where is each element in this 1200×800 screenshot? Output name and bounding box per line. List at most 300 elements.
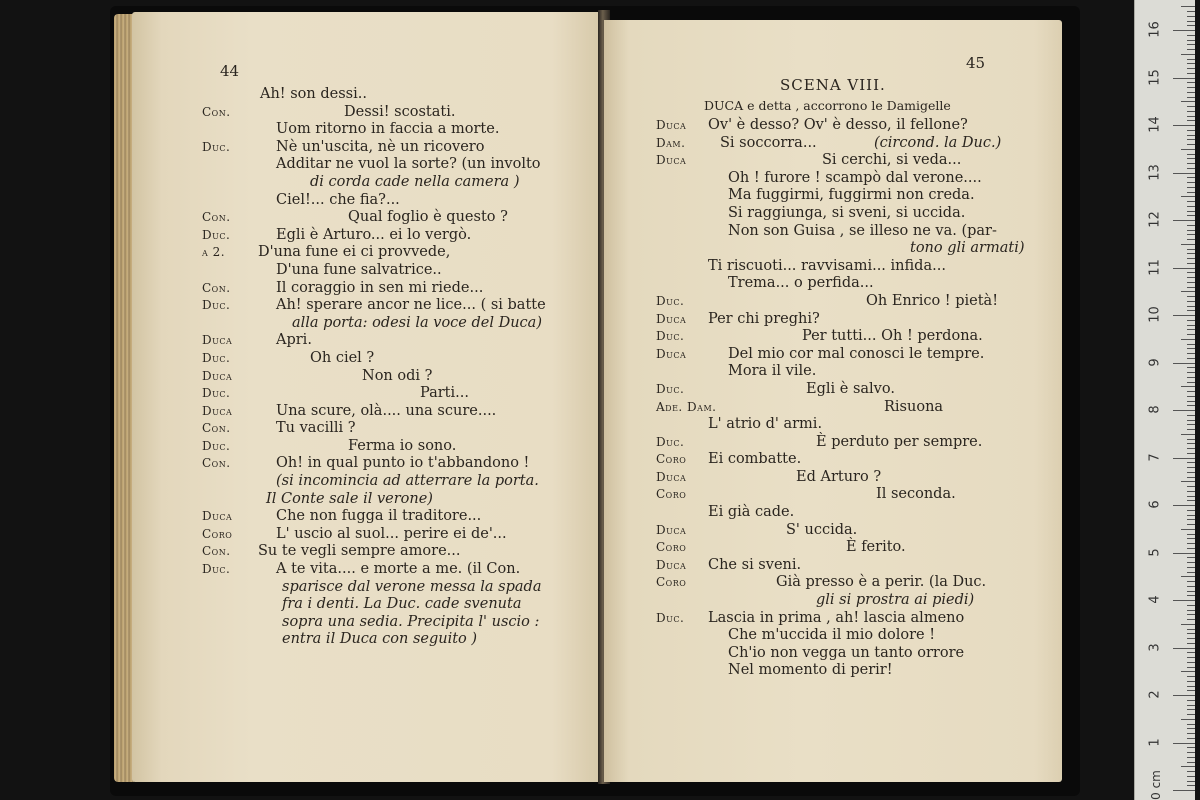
ruler-tick bbox=[1173, 790, 1195, 791]
speaker-label: Duca bbox=[656, 346, 687, 361]
ruler-tick bbox=[1187, 429, 1195, 430]
ruler-tick bbox=[1181, 149, 1195, 150]
ruler-unit-label: 0 cm bbox=[1148, 770, 1163, 800]
ruler-tick bbox=[1187, 500, 1195, 501]
stage-direction: di corda cade nella camera ) bbox=[310, 173, 520, 190]
speaker-label: Duc. bbox=[656, 329, 685, 344]
ruler-tick bbox=[1187, 543, 1195, 544]
script-line bbox=[202, 315, 602, 333]
script-line bbox=[202, 491, 602, 509]
speaker-label: Dam. bbox=[656, 135, 686, 150]
dialogue-line: Ah! sperare ancor ne lice... ( si batte bbox=[276, 297, 546, 314]
ruler-tick bbox=[1187, 614, 1195, 615]
script-line bbox=[656, 363, 1056, 381]
dialogue-line: Lascia in prima , ah! lascia almeno bbox=[708, 609, 965, 626]
ruler-tick bbox=[1187, 59, 1195, 60]
script-line bbox=[656, 645, 1056, 663]
ruler-tick bbox=[1187, 177, 1195, 178]
ruler-tick bbox=[1187, 771, 1195, 772]
ruler-tick bbox=[1187, 187, 1195, 188]
script-line bbox=[656, 486, 1056, 504]
ruler-tick bbox=[1187, 306, 1195, 307]
speaker-label: Con. bbox=[202, 456, 231, 471]
speaker-label: Duca bbox=[202, 368, 233, 383]
dialogue-line: Uom ritorno in faccia a morte. bbox=[276, 121, 500, 138]
ruler-tick bbox=[1187, 757, 1195, 758]
speaker-label: Duc. bbox=[202, 386, 231, 401]
ruler-tick bbox=[1187, 638, 1195, 639]
script-line bbox=[202, 104, 602, 122]
ruler-tick bbox=[1187, 496, 1195, 497]
script-line bbox=[656, 469, 1056, 487]
ruler-tick bbox=[1187, 301, 1195, 302]
ruler-tick bbox=[1187, 610, 1195, 611]
ruler-tick bbox=[1173, 268, 1195, 269]
dialogue-line: Additar ne vuol la sorte? (un involto bbox=[276, 156, 541, 173]
ruler-tick bbox=[1173, 363, 1195, 364]
script-line bbox=[656, 311, 1056, 329]
ruler-number: 7 bbox=[1147, 452, 1163, 462]
ruler-tick bbox=[1187, 667, 1195, 668]
ruler-tick bbox=[1173, 648, 1195, 649]
stage-direction: entra il Duca con seguito ) bbox=[282, 631, 478, 648]
speaker-label: Duc. bbox=[656, 610, 685, 625]
dialogue-line: È ferito. bbox=[846, 539, 906, 556]
dialogue-line: Nel momento di perir! bbox=[728, 662, 893, 679]
ruler-tick bbox=[1187, 785, 1195, 786]
ruler-tick bbox=[1187, 329, 1195, 330]
script-line bbox=[656, 293, 1056, 311]
dialogue-line: Oh ciel ? bbox=[310, 349, 375, 366]
dialogue-line: L' uscio al suol... perire ei de'... bbox=[276, 525, 507, 542]
ruler-tick bbox=[1187, 230, 1195, 231]
ruler-tick bbox=[1187, 116, 1195, 117]
dialogue-line: Non son Guisa , se illeso ne va. (par- bbox=[728, 222, 997, 239]
dialogue-line: Mora il vile. bbox=[728, 363, 817, 380]
ruler-tick bbox=[1187, 534, 1195, 535]
script-line bbox=[202, 262, 602, 280]
script-line bbox=[202, 596, 602, 614]
ruler-tick bbox=[1181, 54, 1195, 55]
ruler-tick bbox=[1187, 21, 1195, 22]
ruler-tick bbox=[1187, 415, 1195, 416]
speaker-label: Duca bbox=[656, 522, 687, 537]
dialogue-line: Apri. bbox=[276, 332, 312, 349]
ruler-tick bbox=[1187, 572, 1195, 573]
script-line bbox=[202, 368, 602, 386]
dialogue-line: Già presso è a perir. (la Duc. bbox=[776, 574, 987, 591]
script-line bbox=[202, 121, 602, 139]
stage-direction: fra i denti. La Duc. cade svenuta bbox=[282, 596, 522, 613]
dialogue-line: Oh! in qual punto io t'abbandono ! bbox=[276, 455, 530, 472]
dialogue-line: Ed Arturo ? bbox=[796, 468, 882, 485]
script-line bbox=[656, 135, 1056, 153]
script-line bbox=[656, 258, 1056, 276]
ruler-number: 2 bbox=[1147, 690, 1163, 699]
ruler-tick bbox=[1187, 510, 1195, 511]
script-line bbox=[202, 403, 602, 421]
ruler-tick bbox=[1173, 315, 1195, 316]
ruler-tick bbox=[1181, 766, 1195, 767]
script-line bbox=[202, 297, 602, 315]
scene-title: SCENA VIII. bbox=[780, 76, 886, 94]
ruler-tick bbox=[1173, 600, 1195, 601]
ruler-tick bbox=[1187, 249, 1195, 250]
script-line bbox=[656, 662, 1056, 680]
ruler-tick bbox=[1181, 291, 1195, 292]
page-edges bbox=[114, 14, 134, 782]
ruler-tick bbox=[1187, 686, 1195, 687]
dialogue-line: Si cerchi, si veda... bbox=[822, 152, 962, 169]
ruler-tick bbox=[1187, 538, 1195, 539]
ruler-tick bbox=[1181, 6, 1195, 7]
script-line bbox=[202, 350, 602, 368]
ruler-tick bbox=[1187, 705, 1195, 706]
ruler-tick bbox=[1187, 781, 1195, 782]
script-line bbox=[656, 610, 1056, 628]
speaker-label: Coro bbox=[656, 452, 687, 467]
script-line bbox=[656, 240, 1056, 258]
ruler-tick bbox=[1187, 182, 1195, 183]
script-line bbox=[202, 174, 602, 192]
ruler-number: 11 bbox=[1147, 258, 1163, 276]
ruler-tick bbox=[1187, 73, 1195, 74]
dialogue-line: Ei già cade. bbox=[708, 504, 795, 521]
speaker-label: Duca bbox=[656, 557, 687, 572]
ruler-tick bbox=[1187, 44, 1195, 45]
dialogue-line: Ei combatte. bbox=[708, 451, 802, 468]
stage-direction: (circond. la Duc.) bbox=[874, 134, 1002, 151]
script-line bbox=[656, 187, 1056, 205]
script-line bbox=[656, 275, 1056, 293]
ruler-tick bbox=[1187, 239, 1195, 240]
ruler-tick bbox=[1187, 567, 1195, 568]
dialogue-line: Del mio cor mal conosci le tempre. bbox=[728, 345, 985, 362]
dialogue-line: Ferma io sono. bbox=[348, 437, 457, 454]
stage-direction: alla porta: odesi la voce del Duca) bbox=[292, 314, 542, 331]
ruler-tick bbox=[1187, 25, 1195, 26]
ruler-tick bbox=[1187, 633, 1195, 634]
ruler-tick bbox=[1187, 82, 1195, 83]
ruler-number: 14 bbox=[1147, 116, 1163, 133]
speaker-label: Duc. bbox=[202, 562, 231, 577]
ruler-tick bbox=[1187, 16, 1195, 17]
script-line bbox=[656, 328, 1056, 346]
ruler-tick bbox=[1187, 215, 1195, 216]
ruler-tick bbox=[1187, 581, 1195, 582]
speaker-label: a 2. bbox=[202, 245, 226, 260]
ruler-tick bbox=[1187, 206, 1195, 207]
ruler-tick bbox=[1187, 752, 1195, 753]
ruler-tick bbox=[1181, 529, 1195, 530]
ruler-tick bbox=[1187, 467, 1195, 468]
ruler-number: 15 bbox=[1147, 68, 1163, 86]
script-line bbox=[202, 385, 602, 403]
script-line bbox=[202, 631, 602, 649]
ruler-tick bbox=[1187, 762, 1195, 763]
dialogue-line: D'una fune ei ci provvede, bbox=[258, 244, 451, 261]
script-line bbox=[202, 192, 602, 210]
dialogue-line: Oh ! furore ! scampò dal verone.... bbox=[728, 169, 982, 186]
speaker-label: Duca bbox=[656, 153, 687, 168]
ruler-tick bbox=[1181, 624, 1195, 625]
speaker-label: Con. bbox=[202, 280, 231, 295]
ruler-tick bbox=[1187, 557, 1195, 558]
ruler-tick bbox=[1187, 296, 1195, 297]
ruler-number: 3 bbox=[1147, 642, 1163, 652]
speaker-label: Coro bbox=[202, 526, 233, 541]
ruler-tick bbox=[1181, 481, 1195, 482]
ruler-tick bbox=[1187, 49, 1195, 50]
speaker-label: Ade. Dam. bbox=[656, 399, 717, 414]
script-line bbox=[656, 522, 1056, 540]
ruler-tick bbox=[1187, 443, 1195, 444]
ruler-tick bbox=[1187, 144, 1195, 145]
script-line bbox=[202, 508, 602, 526]
speaker-label: Con. bbox=[202, 210, 231, 225]
dialogue-line: Il coraggio in sen mi riede... bbox=[276, 279, 484, 296]
ruler-tick bbox=[1187, 135, 1195, 136]
ruler-tick bbox=[1173, 125, 1195, 126]
speaker-label: Duc. bbox=[202, 298, 231, 313]
dialogue-line: A te vita.... e morte a me. (il Con. bbox=[276, 561, 521, 578]
script-line bbox=[656, 592, 1056, 610]
dialogue-line: Parti... bbox=[420, 385, 469, 402]
ruler-tick bbox=[1187, 709, 1195, 710]
ruler-tick bbox=[1187, 605, 1195, 606]
ruler-tick bbox=[1187, 348, 1195, 349]
ruler-tick bbox=[1173, 78, 1195, 79]
dialogue-line: Ch'io non vegga un tanto orrore bbox=[728, 644, 965, 661]
speaker-label: Duca bbox=[202, 333, 233, 348]
ruler-number: 12 bbox=[1147, 211, 1163, 228]
script-line bbox=[656, 504, 1056, 522]
stage-direction: sparisce dal verone messa la spada bbox=[282, 578, 542, 595]
speaker-label: Duc. bbox=[202, 350, 231, 365]
script-line bbox=[656, 399, 1056, 417]
dialogue-line: Il seconda. bbox=[876, 486, 956, 503]
ruler-tick bbox=[1187, 68, 1195, 69]
ruler-tick bbox=[1181, 196, 1195, 197]
ruler-tick bbox=[1173, 458, 1195, 459]
ruler-tick bbox=[1187, 401, 1195, 402]
script-line bbox=[202, 156, 602, 174]
dialogue-line: Ti riscuoti... ravvisami... infida... bbox=[708, 257, 946, 274]
ruler-number: 1 bbox=[1147, 737, 1163, 747]
ruler-tick bbox=[1173, 410, 1195, 411]
ruler-tick bbox=[1187, 92, 1195, 93]
ruler-tick bbox=[1173, 743, 1195, 744]
dialogue-line: È perduto per sempre. bbox=[816, 433, 983, 450]
dialogue-line: Si soccorra... bbox=[720, 134, 817, 151]
dialogue-line: Egli è Arturo... ei lo vergò. bbox=[276, 226, 472, 243]
ruler-tick bbox=[1187, 439, 1195, 440]
ruler-number: 4 bbox=[1147, 595, 1163, 604]
speaker-label: Duca bbox=[202, 403, 233, 418]
script-line bbox=[202, 438, 602, 456]
ruler-tick bbox=[1187, 424, 1195, 425]
speaker-label: Duca bbox=[656, 469, 687, 484]
ruler-number: 8 bbox=[1147, 405, 1163, 414]
script-line bbox=[656, 152, 1056, 170]
script-line bbox=[656, 170, 1056, 188]
script-line bbox=[202, 227, 602, 245]
dialogue-line: L' atrio d' armi. bbox=[708, 416, 823, 433]
script-line bbox=[656, 539, 1056, 557]
script-line bbox=[202, 139, 602, 157]
page-number-right: 45 bbox=[966, 54, 986, 72]
measuring-ruler bbox=[1134, 0, 1195, 800]
script-line bbox=[202, 420, 602, 438]
ruler-tick bbox=[1187, 158, 1195, 159]
ruler-tick bbox=[1187, 524, 1195, 525]
speaker-label: Duc. bbox=[656, 293, 685, 308]
scene-subtitle: DUCA e detta , accorrono le Damigelle bbox=[704, 98, 951, 113]
script-line bbox=[202, 579, 602, 597]
script-line bbox=[656, 205, 1056, 223]
ruler-tick bbox=[1187, 139, 1195, 140]
script-line bbox=[202, 473, 602, 491]
speaker-label: Con. bbox=[202, 104, 231, 119]
ruler-tick bbox=[1187, 738, 1195, 739]
ruler-tick bbox=[1187, 486, 1195, 487]
ruler-tick bbox=[1187, 211, 1195, 212]
ruler-tick bbox=[1187, 334, 1195, 335]
script-line bbox=[202, 332, 602, 350]
ruler-tick bbox=[1187, 367, 1195, 368]
ruler-tick bbox=[1187, 681, 1195, 682]
script-line bbox=[656, 627, 1056, 645]
script-line bbox=[656, 574, 1056, 592]
script-line bbox=[202, 209, 602, 227]
ruler-tick bbox=[1187, 652, 1195, 653]
dialogue-line: Una scure, olà.... una scure.... bbox=[276, 402, 497, 419]
ruler-tick bbox=[1187, 690, 1195, 691]
ruler-tick bbox=[1187, 201, 1195, 202]
page-number-left: 44 bbox=[220, 62, 240, 80]
ruler-tick bbox=[1187, 353, 1195, 354]
ruler-number: 6 bbox=[1147, 500, 1163, 509]
ruler-tick bbox=[1187, 120, 1195, 121]
ruler-tick bbox=[1187, 63, 1195, 64]
ruler-tick bbox=[1187, 282, 1195, 283]
ruler-tick bbox=[1187, 225, 1195, 226]
dialogue-line: Ciel!... che fia?... bbox=[276, 191, 400, 208]
ruler-tick bbox=[1187, 163, 1195, 164]
stage-direction: sopra una sedia. Precipita l' uscio : bbox=[282, 613, 540, 630]
ruler-tick bbox=[1187, 344, 1195, 345]
speaker-label: Con. bbox=[202, 421, 231, 436]
speaker-label: Duca bbox=[656, 311, 687, 326]
dialogue-line: Oh Enrico ! pietà! bbox=[866, 292, 999, 309]
left-page bbox=[132, 12, 602, 782]
ruler-tick bbox=[1187, 154, 1195, 155]
dialogue-line: Non odi ? bbox=[362, 367, 433, 384]
dialogue-line: Per chi preghi? bbox=[708, 310, 820, 327]
ruler-tick bbox=[1187, 168, 1195, 169]
script-line bbox=[656, 223, 1056, 241]
ruler-tick bbox=[1181, 101, 1195, 102]
dialogue-line: Ah! son dessi.. bbox=[260, 86, 367, 102]
ruler-tick bbox=[1187, 382, 1195, 383]
speaker-label: Duc. bbox=[656, 381, 685, 396]
ruler-tick bbox=[1187, 700, 1195, 701]
ruler-tick bbox=[1187, 320, 1195, 321]
dialogue-line: Ov' è desso? Ov' è desso, il fellone? bbox=[708, 117, 968, 133]
dialogue-line: S' uccida. bbox=[786, 521, 858, 538]
ruler-tick bbox=[1187, 40, 1195, 41]
ruler-tick bbox=[1187, 453, 1195, 454]
speaker-label: Duc. bbox=[202, 438, 231, 453]
ruler-tick bbox=[1187, 472, 1195, 473]
dialogue-line: Nè un'uscita, nè un ricovero bbox=[276, 138, 485, 155]
ruler-tick bbox=[1187, 548, 1195, 549]
dialogue-line: Su te vegli sempre amore... bbox=[258, 543, 461, 560]
ruler-tick bbox=[1173, 220, 1195, 221]
dialogue-line: Trema... o perfida... bbox=[728, 275, 874, 292]
speaker-label: Duc. bbox=[202, 139, 231, 154]
ruler-tick bbox=[1187, 714, 1195, 715]
dialogue-line: Si raggiunga, si sveni, si uccida. bbox=[728, 204, 966, 221]
speaker-label: Duc. bbox=[202, 227, 231, 242]
ruler-tick bbox=[1187, 396, 1195, 397]
script-line bbox=[656, 557, 1056, 575]
ruler-tick bbox=[1181, 719, 1195, 720]
stage-direction: gli si prostra ai piedi) bbox=[816, 592, 975, 609]
script-line bbox=[656, 451, 1056, 469]
script-line bbox=[656, 434, 1056, 452]
right-page-text bbox=[656, 117, 1056, 680]
ruler-tick bbox=[1187, 728, 1195, 729]
dialogue-line: Qual foglio è questo ? bbox=[348, 209, 508, 226]
ruler-tick bbox=[1187, 372, 1195, 373]
ruler-tick bbox=[1187, 657, 1195, 658]
ruler-tick bbox=[1187, 111, 1195, 112]
ruler-tick bbox=[1187, 619, 1195, 620]
stage-direction: (si incomincia ad atterrare la porta. bbox=[276, 473, 539, 490]
dialogue-line: Che non fugga il traditore... bbox=[276, 508, 482, 525]
ruler-tick bbox=[1187, 325, 1195, 326]
dialogue-line: Egli è salvo. bbox=[806, 380, 895, 397]
ruler-tick bbox=[1187, 272, 1195, 273]
dialogue-line: D'una fune salvatrice.. bbox=[276, 261, 442, 278]
ruler-tick bbox=[1187, 462, 1195, 463]
ruler-number: 10 bbox=[1147, 306, 1163, 323]
ruler-tick bbox=[1187, 676, 1195, 677]
ruler-tick bbox=[1181, 386, 1195, 387]
ruler-tick bbox=[1187, 405, 1195, 406]
speaker-label: Duca bbox=[656, 118, 687, 132]
ruler-number: 9 bbox=[1147, 357, 1163, 367]
ruler-tick bbox=[1187, 491, 1195, 492]
dialogue-line: Ma fuggirmi, fuggirmi non creda. bbox=[728, 187, 975, 204]
dialogue-line: Che m'uccida il mio dolore ! bbox=[728, 627, 936, 644]
right-page bbox=[604, 20, 1062, 782]
ruler-tick bbox=[1187, 747, 1195, 748]
script-line bbox=[202, 86, 602, 104]
ruler-tick bbox=[1187, 11, 1195, 12]
ruler-tick bbox=[1173, 553, 1195, 554]
ruler-tick bbox=[1187, 253, 1195, 254]
ruler-tick bbox=[1187, 277, 1195, 278]
ruler-tick bbox=[1187, 358, 1195, 359]
ruler-tick bbox=[1187, 35, 1195, 36]
ruler-number: 5 bbox=[1147, 547, 1163, 557]
ruler-tick bbox=[1187, 391, 1195, 392]
ruler-tick bbox=[1187, 562, 1195, 563]
ruler-tick bbox=[1187, 130, 1195, 131]
ruler-tick bbox=[1181, 434, 1195, 435]
